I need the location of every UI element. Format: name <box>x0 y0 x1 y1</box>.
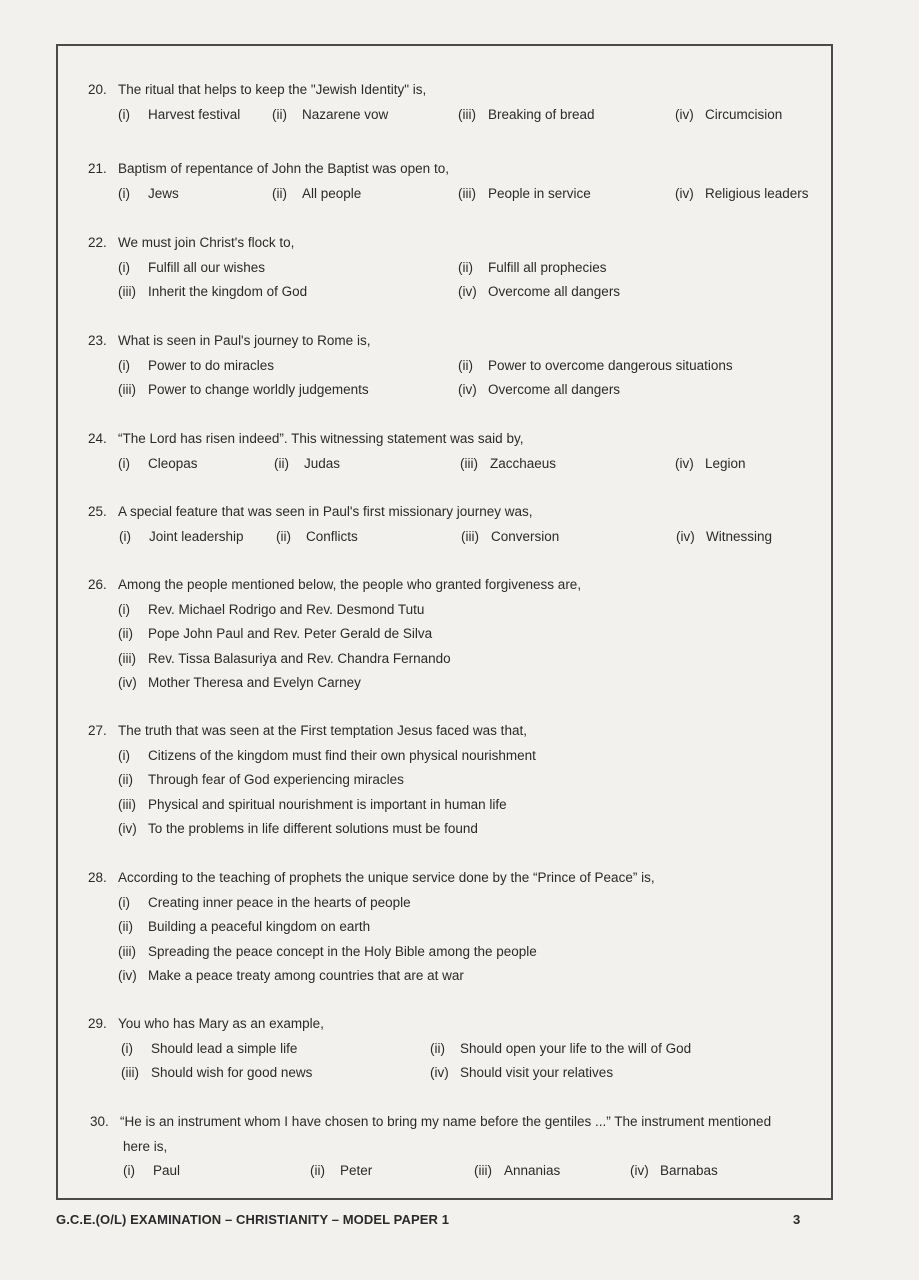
option-iv: (iv) Witnessing <box>676 528 773 544</box>
question-stem: “The Lord has risen indeed”. This witnessing statement was said by, <box>118 431 524 446</box>
question-24 <box>88 427 838 476</box>
question-stem: “He is an instrument whom I have chosen to bring my name before the gentiles ...” The instrument mentioned <box>120 1114 772 1129</box>
option-iv: (iv) To the problems in life different solutions must be found <box>118 821 478 836</box>
question-stem: What is seen in Paul's journey to Rome is, <box>118 333 371 348</box>
option-iv: (iv) Overcome all dangers <box>458 382 621 397</box>
option-ii: (ii) Conflicts <box>276 528 358 544</box>
question-29 <box>88 1012 838 1086</box>
question-stem: The truth that was seen at the First temptation Jesus faced was that, <box>118 723 527 738</box>
option-i: (i) Harvest festival <box>118 106 241 122</box>
option-ii: (ii) Power to overcome dangerous situations <box>458 357 733 373</box>
option-i: (i) Creating inner peace in the hearts of people <box>118 894 411 910</box>
option-iv: (iv) Legion <box>675 455 746 471</box>
option-i: (i) Fulfill all our wishes <box>118 259 266 275</box>
option-ii: (ii) Judas <box>274 455 341 471</box>
question-number: 22. <box>88 235 107 250</box>
option-i: (i) Paul <box>123 1163 181 1178</box>
question-number: 25. <box>88 504 107 519</box>
option-i: (i) Citizens of the kingdom must find their own physical nourishment <box>118 747 536 763</box>
question-stem: Among the people mentioned below, the people who granted forgiveness are, <box>118 577 582 592</box>
option-iv: (iv) Barnabas <box>630 1163 718 1178</box>
option-i: (i) Should lead a simple life <box>121 1040 298 1056</box>
page-number: 3 <box>793 1212 801 1227</box>
option-i: (i) Jews <box>118 185 179 201</box>
question-number: 23. <box>88 333 107 348</box>
option-iv: (iv) Overcome all dangers <box>458 284 621 299</box>
question-stem-continued: here is, <box>123 1138 168 1154</box>
option-ii: (ii) Building a peaceful kingdom on earth <box>118 919 371 934</box>
question-30 <box>90 1110 840 1184</box>
option-iii: (iii) Spreading the peace concept in the Holy Bible among the people <box>118 943 537 959</box>
question-stem: Baptism of repentance of John the Baptist was open to, <box>118 161 449 176</box>
question-number: 24. <box>88 431 107 446</box>
question-22 <box>88 231 838 305</box>
question-number: 28. <box>88 870 107 885</box>
question-stem: According to the teaching of prophets the unique service done by the “Prince of Peace” is, <box>118 870 655 885</box>
option-iv: (iv) Should visit your relatives <box>430 1065 614 1080</box>
option-iii: (iii) Annanias <box>474 1163 561 1178</box>
option-iii: (iii) Should wish for good news <box>121 1065 313 1080</box>
option-i: (i) Rev. Michael Rodrigo and Rev. Desmond Tutu <box>118 601 425 617</box>
option-iii: (iii) Power to change worldly judgements <box>118 382 369 397</box>
option-i: (i) Joint leadership <box>119 528 244 544</box>
footer-title: G.C.E.(O/L) EXAMINATION – CHRISTIANITY – MODEL PAPER 1 <box>56 1212 450 1227</box>
option-iii: (iii) Breaking of bread <box>458 106 595 122</box>
option-ii: (ii) Nazarene vow <box>272 106 389 122</box>
question-stem: You who has Mary as an example, <box>118 1016 324 1031</box>
question-number: 29. <box>88 1016 107 1031</box>
question-27 <box>88 719 838 842</box>
question-number: 27. <box>88 723 107 738</box>
question-stem: We must join Christ's flock to, <box>118 235 295 250</box>
question-number: 21. <box>88 161 107 176</box>
question-stem: A special feature that was seen in Paul's first missionary journey was, <box>118 504 533 519</box>
question-stem: The ritual that helps to keep the "Jewish Identity" is, <box>118 82 427 97</box>
option-ii: (ii) Should open your life to the will of God <box>430 1040 692 1056</box>
option-ii: (ii) Through fear of God experiencing miracles <box>118 772 404 787</box>
option-iii: (iii) Conversion <box>461 528 560 544</box>
question-number: 26. <box>88 577 107 592</box>
option-ii: (ii) Peter <box>310 1163 373 1178</box>
option-i: (i) Power to do miracles <box>118 357 275 373</box>
question-21 <box>88 157 838 206</box>
option-iii: (iii) Zacchaeus <box>460 455 557 471</box>
option-iii: (iii) Physical and spiritual nourishment is important in human life <box>118 796 507 812</box>
option-i: (i) Cleopas <box>118 455 198 471</box>
option-iv: (iv) Make a peace treaty among countries that are at war <box>118 968 464 983</box>
question-number: 30. <box>90 1114 109 1129</box>
option-ii: (ii) Fulfill all prophecies <box>458 259 607 275</box>
option-iv: (iv) Religious leaders <box>675 185 809 201</box>
option-ii: (ii) Pope John Paul and Rev. Peter Gerald de Silva <box>118 626 433 641</box>
question-number: 20. <box>88 82 107 97</box>
option-iv: (iv) Circumcision <box>675 106 783 122</box>
question-28 <box>88 866 838 989</box>
question-25 <box>88 500 838 549</box>
question-26 <box>88 573 838 696</box>
option-iv: (iv) Mother Theresa and Evelyn Carney <box>118 675 361 690</box>
option-iii: (iii) People in service <box>458 185 591 201</box>
option-ii: (ii) All people <box>272 185 362 201</box>
question-20 <box>88 78 838 127</box>
question-23 <box>88 329 838 403</box>
option-iii: (iii) Inherit the kingdom of God <box>118 284 308 299</box>
option-iii: (iii) Rev. Tissa Balasuriya and Rev. Chandra Fernando <box>118 650 451 666</box>
